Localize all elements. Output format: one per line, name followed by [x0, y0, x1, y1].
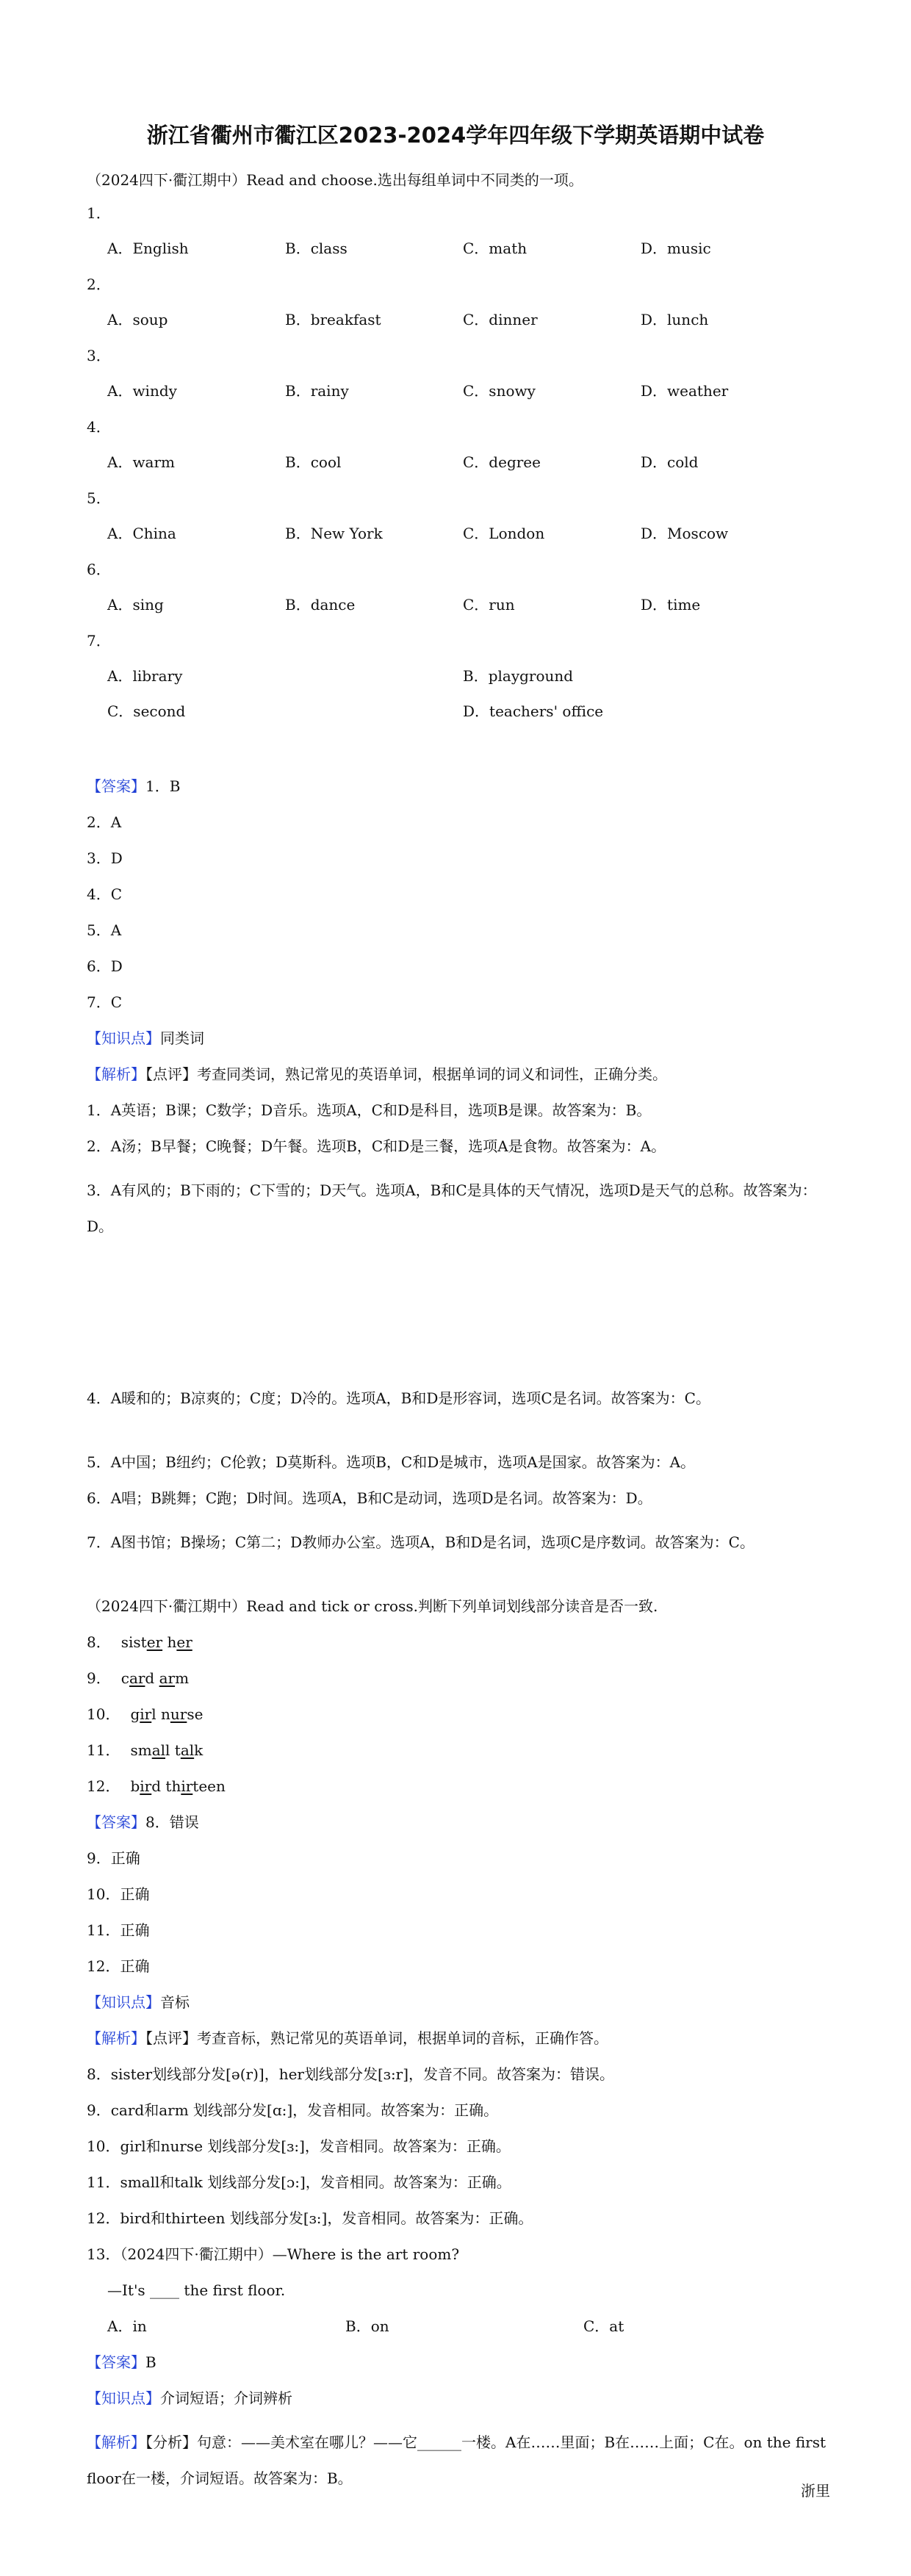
underlined-part: al: [151, 1741, 166, 1759]
knowledge-point-text: 音标: [160, 1993, 190, 2011]
answer-line: [87, 1813, 199, 1832]
analysis-intro-text: 【点评】考查同类词，熟记常见的英语单词，根据单词的词义和词性，正确分类。: [145, 1065, 667, 1083]
page-title: 浙江省衢州市衢江区2023-2024学年四年级下学期英语期中试卷: [146, 123, 765, 148]
phonics-item: [87, 1669, 189, 1688]
word-part: h: [167, 1633, 177, 1651]
option-a: A．windy: [107, 382, 177, 400]
word-part: d: [145, 1669, 159, 1687]
word-part: l: [151, 1705, 161, 1723]
analysis-item: 8．sister划线部分发[ə(r)]，her划线部分发[ɜ:r]，发音不同。故答案为：错误。: [87, 2065, 615, 2083]
knowledge-point-text: 同类词: [160, 1029, 204, 1047]
word-part: sist: [120, 1633, 147, 1651]
analysis-intro: [87, 2029, 608, 2048]
item-number: 11．: [87, 1741, 120, 1759]
phonics-item: [87, 1633, 192, 1652]
option-d: D．time: [641, 596, 701, 614]
option-b: B．playground: [463, 667, 574, 685]
footer-mark: 浙里: [801, 2482, 830, 2500]
underlined-part: ur: [170, 1705, 187, 1723]
word-part: n: [161, 1705, 170, 1723]
question-number: 2．: [87, 276, 111, 293]
word-part: t: [174, 1741, 181, 1759]
option-d: D．teachers' office: [463, 702, 604, 720]
word-part: se: [187, 1705, 204, 1723]
question-13-line2: —It's ____ the first floor.: [107, 2281, 286, 2299]
analysis-item: 3．A有风的；B下雨的；C下雪的；D天气。选项A，B和C是具体的天气情况，选项D是天气的总称。故答案为：D。: [87, 1181, 817, 1235]
knowledge-point-tag: 【知识点】: [87, 1029, 160, 1047]
option-a: A．sing: [107, 596, 164, 614]
analysis-intro-text: 【点评】考查音标，熟记常见的英语单词，根据单词的音标，正确作答。: [145, 2029, 608, 2047]
answer-item: 6．D: [87, 957, 123, 975]
underlined-part: ar: [159, 1669, 176, 1687]
option-a: A．library: [107, 667, 183, 685]
answer-line: [87, 2353, 156, 2372]
knowledge-point-text: 介词短语；介词辨析: [160, 2389, 292, 2407]
question-number: 7．: [87, 632, 111, 650]
section1-intro: （2024四下·衢江期中）Read and choose.选出每组单词中不同类的一项。: [87, 171, 583, 189]
option-a: A．English: [107, 240, 189, 257]
option-b: B．rainy: [285, 382, 349, 400]
option-a: A．soup: [107, 311, 168, 328]
analysis-intro-tag: 【解析】: [87, 2029, 145, 2047]
phonics-item: [87, 1777, 226, 1796]
item-number: 8．: [87, 1633, 111, 1651]
underlined-part: er: [176, 1633, 192, 1651]
knowledge-point: [87, 1029, 204, 1048]
analysis-line: [87, 2425, 829, 2497]
word-part: th: [165, 1777, 181, 1795]
knowledge-point-tag: 【知识点】: [87, 2389, 160, 2407]
word-part: sm: [130, 1741, 152, 1759]
word-part: g: [130, 1705, 140, 1723]
analysis-item: 6．A唱；B跳舞；C跑；D时间。选项A，B和C是动词，选项D是名词。故答案为：D。: [87, 1489, 652, 1507]
analysis-item: 5．A中国；B纽约；C伦敦；D莫斯科。选项B，C和D是城市，选项A是国家。故答案为：A。: [87, 1453, 696, 1471]
underlined-part: ar: [129, 1669, 145, 1687]
answer-item: 3．D: [87, 849, 123, 867]
question-number: 4．: [87, 418, 111, 436]
answer-item: 12．正确: [87, 1957, 150, 1975]
underlined-part: al: [180, 1741, 195, 1759]
answer-line-text: B: [145, 2353, 156, 2371]
knowledge-point: [87, 2389, 292, 2408]
option-a: A．warm: [107, 453, 176, 471]
option-c: C．London: [463, 525, 545, 542]
analysis-item: 12．bird和thirteen 划线部分发[ɜ:]，发音相同。故答案为：正确。: [87, 2209, 533, 2227]
option-b: B．on: [345, 2317, 389, 2335]
underlined-part: ir: [140, 1705, 152, 1723]
answer-item: 2．A: [87, 813, 122, 831]
phonics-item: [87, 1705, 203, 1724]
answer-item: 5．A: [87, 921, 122, 939]
analysis-line-text: 【分析】句意：——美术室在哪儿？——它______一楼。A在……里面；B在……上面；C在。on the first floor在一楼，介词短语。故答案为：B。: [87, 2433, 827, 2487]
option-d: D．weather: [641, 382, 729, 400]
option-d: D．lunch: [641, 311, 709, 328]
option-c: C．dinner: [463, 311, 538, 328]
question-number: 6．: [87, 561, 111, 578]
answer-item: 10．正确: [87, 1885, 150, 1903]
word-part: c: [120, 1669, 129, 1687]
underlined-part: er: [146, 1633, 163, 1651]
analysis-item: 11．small和talk 划线部分发[ɔ:]，发音相同。故答案为：正确。: [87, 2173, 511, 2191]
option-b: B．New York: [285, 525, 383, 542]
answer-item: 9．正确: [87, 1849, 140, 1867]
section2-intro: （2024四下·衢江期中）Read and tick or cross.判断下列单词划线部分读音是否一致.: [87, 1597, 658, 1615]
word-part: l: [165, 1741, 175, 1759]
answer-line-tag: 【答案】: [87, 777, 145, 795]
word-part: k: [194, 1741, 204, 1759]
answer-line-text: 8．错误: [145, 1813, 199, 1831]
option-b: B．dance: [285, 596, 356, 614]
question-number: 1．: [87, 204, 111, 222]
answer-line-text: 1．B: [145, 777, 181, 795]
option-d: D．cold: [641, 453, 699, 471]
option-c: C．snowy: [463, 382, 536, 400]
option-a: A．China: [107, 525, 176, 542]
phonics-item: [87, 1741, 203, 1760]
analysis-item: 2．A汤；B早餐；C晚餐；D午餐。选项B，C和D是三餐，选项A是食物。故答案为：A。: [87, 1137, 666, 1155]
option-b: B．breakfast: [285, 311, 381, 328]
word-part: teen: [192, 1777, 226, 1795]
item-number: 10．: [87, 1705, 120, 1723]
option-d: D．music: [641, 240, 711, 257]
underlined-part: ir: [181, 1777, 193, 1795]
analysis-item: 9．card和arm 划线部分发[ɑ:]，发音相同。故答案为：正确。: [87, 2101, 499, 2119]
word-part: d: [151, 1777, 166, 1795]
knowledge-point: [87, 1993, 190, 2012]
word-part: m: [175, 1669, 190, 1687]
word-part: b: [130, 1777, 140, 1795]
option-b: B．class: [285, 240, 348, 257]
option-d: D．Moscow: [641, 525, 729, 542]
option-c: C．math: [463, 240, 527, 257]
answer-item: 7．C: [87, 993, 123, 1011]
option-c: C．second: [107, 702, 186, 720]
question-number: 3．: [87, 347, 111, 364]
item-number: 12．: [87, 1777, 120, 1795]
answer-line-tag: 【答案】: [87, 2353, 145, 2371]
answer-line: [87, 777, 180, 796]
option-c: C．run: [463, 596, 515, 614]
analysis-item: 1．A英语；B课；C数学；D音乐。选项A，C和D是科目，选项B是课。故答案为：B。: [87, 1101, 652, 1119]
question-13: 13．（2024四下·衢江期中）—Where is the art room?: [87, 2245, 460, 2263]
question-number: 5．: [87, 489, 111, 507]
analysis-intro: [87, 1065, 667, 1084]
analysis-item: 7．A图书馆；B操场；C第二；D教师办公室。选项A，B和D是名词，选项C是序数词。故答案为：C。: [87, 1533, 755, 1551]
knowledge-point-tag: 【知识点】: [87, 1993, 160, 2011]
analysis-item: 10．girl和nurse 划线部分发[ɜ:]，发音相同。故答案为：正确。: [87, 2137, 511, 2155]
analysis-intro-tag: 【解析】: [87, 1065, 145, 1083]
answer-line-tag: 【答案】: [87, 1813, 145, 1831]
answer-item: 4．C: [87, 885, 123, 903]
answer-item: 11．正确: [87, 1921, 150, 1939]
option-c: C．degree: [463, 453, 541, 471]
analysis-item: 4．A暖和的；B凉爽的；C度；D冷的。选项A，B和D是形容词，选项C是名词。故答案为：C。: [87, 1389, 710, 1407]
item-number: 9．: [87, 1669, 111, 1687]
option-a: A．in: [107, 2317, 147, 2335]
option-c: C．at: [583, 2317, 624, 2335]
underlined-part: ir: [140, 1777, 152, 1795]
analysis-line-tag: 【解析】: [87, 2433, 145, 2451]
option-b: B．cool: [285, 453, 342, 471]
